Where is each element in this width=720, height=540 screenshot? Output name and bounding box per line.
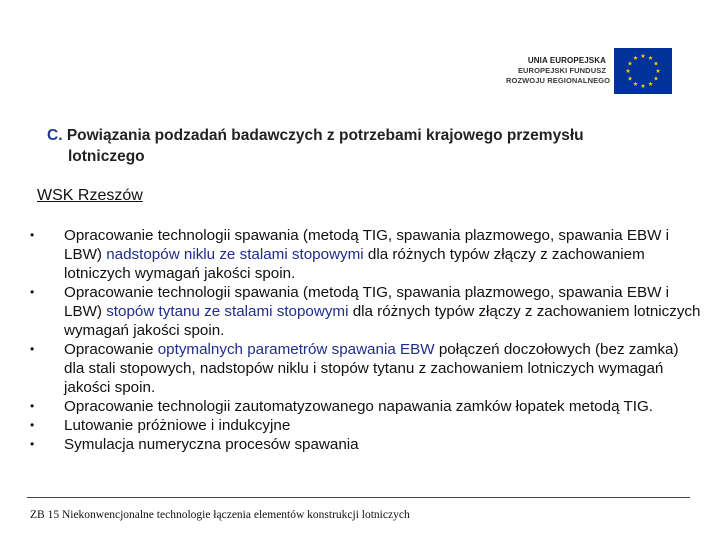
eu-logo bbox=[506, 48, 672, 94]
bullet-icon: • bbox=[30, 418, 35, 432]
eu-logo-line-3: ROZWOJU REGIONALNEGO bbox=[506, 76, 611, 85]
section-letter: C. bbox=[47, 127, 63, 144]
company-subtitle: WSK Rzeszów bbox=[37, 187, 143, 204]
eu-star-icon bbox=[641, 84, 646, 88]
eu-logo-line-2: EUROPEJSKI FUNDUSZ bbox=[517, 66, 606, 75]
eu-star-icon bbox=[654, 61, 659, 65]
footer-text: ZB 15 Niekonwencjonalne technologie łączenia elementów konstrukcji lotniczych bbox=[30, 509, 410, 521]
eu-logo-line-1: UNIA EUROPEJSKA bbox=[527, 56, 606, 65]
bullet-icon: • bbox=[30, 399, 35, 413]
item-text-end: połączeń doczołowych (bez zamka) dla stali stopowych, nadstopów niklu i stopów tytanu z zachowaniem lotniczych wymagań jakości spoin. bbox=[64, 341, 679, 396]
eu-star-icon bbox=[654, 76, 659, 80]
bullet-icon: • bbox=[30, 342, 35, 356]
item-text-end: dla różnych typów złączy z zachowaniem lotniczych wymagań jakości spoin. bbox=[64, 246, 645, 282]
list-item bbox=[30, 435, 702, 454]
section-heading-line-1: Powiązania podzadań badawczych z potrzebami krajowego przemysłu bbox=[66, 127, 584, 144]
list-item bbox=[30, 416, 702, 435]
bullet-icon: • bbox=[30, 437, 35, 451]
eu-star-icon bbox=[648, 56, 653, 60]
list-item bbox=[30, 397, 702, 416]
list-item bbox=[30, 226, 702, 283]
item-highlight: stopów tytanu ze stalami stopowymi bbox=[106, 303, 349, 320]
section-heading bbox=[47, 125, 687, 167]
list-item bbox=[30, 283, 702, 340]
eu-star-icon bbox=[648, 82, 653, 86]
item-text: Opracowanie technologii zautomatyzowanego napawania zamków łopatek metodą TIG. bbox=[64, 398, 653, 415]
eu-star-icon bbox=[633, 82, 638, 86]
item-highlight: optymalnych parametrów spawania EBW bbox=[157, 341, 435, 358]
item-text: Lutowanie próżniowe i indukcyjne bbox=[64, 417, 291, 434]
item-text: Opracowanie technologii spawania (metodą TIG, spawania plazmowego, spawania EBW i LBW) bbox=[64, 227, 670, 263]
bullet-icon: • bbox=[30, 285, 35, 299]
eu-star-icon bbox=[641, 54, 646, 58]
eu-star-icon bbox=[633, 56, 638, 60]
section-heading-line-2: lotniczego bbox=[68, 148, 145, 165]
item-text-end: dla różnych typów złączy z zachowaniem lotniczych wymagań jakości spoin. bbox=[64, 303, 701, 339]
task-list bbox=[30, 226, 702, 454]
item-highlight: nadstopów niklu ze stalami stopowymi bbox=[106, 246, 364, 263]
footer-divider bbox=[27, 497, 690, 498]
item-text: Opracowanie technologii spawania (metodą TIG, spawania plazmowego, spawania EBW i LBW) bbox=[64, 284, 670, 320]
item-text: Opracowanie bbox=[64, 341, 158, 358]
bullet-icon: • bbox=[30, 228, 35, 242]
eu-star-icon bbox=[626, 69, 631, 73]
list-item bbox=[30, 340, 702, 397]
eu-star-icon bbox=[628, 61, 633, 65]
eu-flag-icon bbox=[614, 48, 672, 94]
eu-star-icon bbox=[656, 69, 661, 73]
eu-stars-icon bbox=[614, 48, 672, 94]
eu-logo-text bbox=[506, 56, 611, 86]
eu-star-icon bbox=[628, 76, 633, 80]
item-text: Symulacja numeryczna procesów spawania bbox=[64, 436, 359, 453]
